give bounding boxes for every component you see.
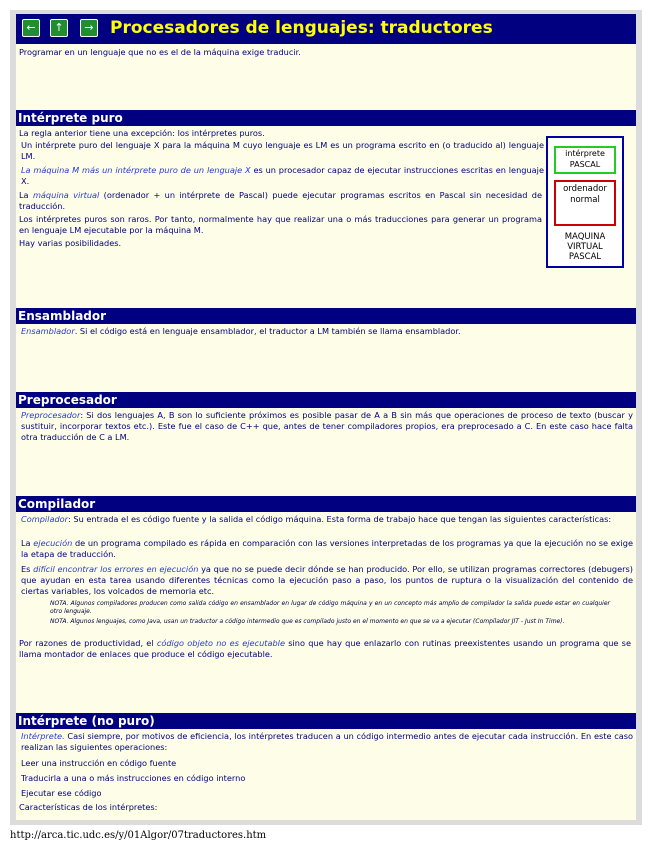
paragraph: Un intérprete puro del lenguaje X para la máquina M cuyo lenguaje es LM es un programa escrito en (o traducido al) lenguaje LM.	[21, 140, 544, 161]
paragraph-rest: . Si el código está en lenguaje ensamblador, el traductor a LM también se llama ensamblador.	[74, 326, 461, 336]
section-heading-preprocesador: Preprocesador	[16, 392, 636, 408]
emphasis-text: ejecución	[33, 538, 73, 548]
note-text: NOTA. Algunos compiladores producen como salida código en ensamblador en lugar de código máquina y en un concepto más amplio de compilador la salida puede estar en cualquier otro lenguaje.	[50, 600, 610, 615]
section-heading-interprete-no-puro: Intérprete (no puro)	[16, 713, 636, 729]
paragraph-rest: sino que hay que enlazarlo con rutinas preexistentes usando un programa que se llama montador de enlaces que produce el código ejecutable.	[19, 638, 631, 659]
up-arrow-icon[interactable]: ↑	[50, 19, 68, 37]
section-heading-compilador: Compilador	[16, 496, 636, 512]
paragraph	[21, 410, 633, 443]
paragraph-rest: Casi siempre, por motivos de eficiencia, los intérpretes traducen a un código intermedio antes de ejecutar cada instrucción. En este caso realizan las siguientes operaciones:	[21, 731, 633, 752]
paragraph	[21, 731, 633, 753]
list-item: Ejecutar ese código	[21, 788, 102, 798]
list-item: Traducirla a una o más instrucciones en código interno	[21, 773, 246, 783]
section-heading-ensamblador: Ensamblador	[16, 308, 636, 324]
forward-arrow-icon[interactable]: →	[80, 19, 98, 37]
paragraph-lead: La	[19, 190, 33, 200]
paragraph-lead: Es	[21, 564, 34, 574]
note-text: NOTA. Algunos lenguajes, como Java, usan un traductor a código intermedio que es compilado justo en el momento en que se va a ejecutar (Compilador JIT - Just In Time).	[50, 618, 565, 625]
paragraph	[21, 538, 633, 560]
intro-text: Programar en un lenguaje que no es el de la máquina exige traducir.	[19, 47, 301, 57]
paragraph-rest: es un procesador capaz de ejecutar instrucciones escritas en lenguaje X.	[21, 165, 544, 186]
paragraph	[21, 564, 633, 597]
paragraph-rest: ya que no se puede decir dónde se han producido. Por ello, se utilizan programas correctores (debugers) que ayudan en esta tarea usando diferentes técnicas como la ejecución paso a paso, los puntos de ruptura o la visualización del contenido de ciertas variables, los volcados de memoria etc.	[21, 564, 633, 596]
paragraph	[19, 638, 631, 660]
page-title: Procesadores de lenguajes: traductores	[110, 18, 493, 38]
paragraph-lead: La	[21, 538, 34, 548]
document-page	[16, 14, 636, 820]
virtual-machine-label: MAQUINA VIRTUAL PASCAL	[564, 232, 606, 262]
paragraph	[21, 165, 544, 187]
paragraph-rest: : Su entrada el es código fuente y la salida el código máquina. Esta forma de trabajo hace que tengan las siguientes características:	[68, 514, 612, 524]
emphasis-text: máquina virtual	[32, 190, 100, 200]
emphasis-text: código objeto no es ejecutable	[156, 638, 285, 648]
emphasis-text: La máquina M más un intérprete puro de un lenguaje X	[21, 165, 251, 175]
emphasis-text: Intérprete.	[21, 731, 65, 741]
interpreter-box: intérprete PASCAL	[554, 146, 616, 174]
paragraph: Hay varias posibilidades.	[19, 238, 122, 248]
emphasis-text: Compilador	[21, 514, 69, 524]
paragraph	[21, 514, 633, 525]
page-frame	[10, 10, 642, 825]
paragraph	[21, 326, 633, 337]
computer-box: ordenador normal	[554, 180, 616, 226]
paragraph	[19, 190, 542, 212]
paragraph-rest: (ordenador + un intérprete de Pascal) puede ejecutar programas escritos en Pascal sin necesidad de traducción.	[19, 190, 543, 211]
title-bar	[16, 14, 636, 44]
back-arrow-icon[interactable]: ←	[22, 19, 40, 37]
source-url[interactable]: http://arca.tic.udc.es/y/01Algor/07traductores.htm	[10, 830, 267, 841]
emphasis-text: Ensamblador	[21, 326, 75, 336]
section-heading-interprete-puro: Intérprete puro	[16, 110, 636, 126]
virtual-machine-diagram	[546, 136, 624, 268]
emphasis-text: difícil encontrar los errores en ejecución	[33, 564, 199, 574]
paragraph: Características de los intérpretes:	[19, 802, 158, 812]
emphasis-text: Preprocesador	[21, 410, 81, 420]
paragraph: Los intérpretes puros son raros. Por tanto, normalmente hay que realizar una o más traducciones para generar un programa en lenguaje LM ejecutable por la máquina M.	[19, 214, 542, 235]
paragraph-lead: Por razones de productividad, el	[19, 638, 157, 648]
paragraph-rest: : Si dos lenguajes A, B son lo suficiente próximos es posible pasar de A a B sin más que operaciones de proceso de texto (buscar y sustituir, incorporar textos etc.). Este fue el caso de C++ que, antes de tener compiladores propios, era preprocesado a C. En este caso hace falta otra traducción de C a LM.	[21, 410, 633, 442]
paragraph: La regla anterior tiene una excepción: los intérpretes puros.	[19, 128, 265, 138]
paragraph-rest: de un programa compilado es rápida en comparación con las versiones interpretadas de los programas ya que la ejecución no se exige la etapa de traducción.	[21, 538, 633, 559]
list-item: Leer una instrucción en código fuente	[21, 758, 177, 768]
